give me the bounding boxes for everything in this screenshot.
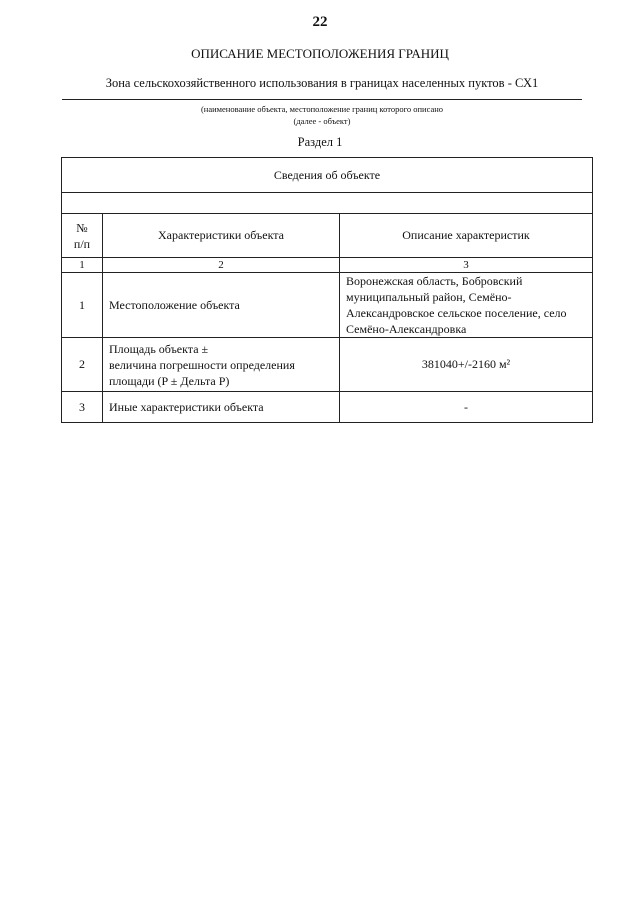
- row-2-characteristic: Площадь объекта ± величина погрешности определения площади (P ± Дельта P): [103, 338, 340, 392]
- object-name: Зона сельскохозяйственного использования в границах населенных пуктов - СХ1: [105, 76, 539, 90]
- row-2-description: 381040+/-2160 м²: [340, 338, 593, 392]
- object-name-underline: [62, 99, 582, 100]
- object-info-table: [61, 157, 593, 423]
- table-title-row: [62, 158, 593, 193]
- row-3-description: -: [340, 392, 593, 423]
- header-characteristic: Характеристики объекта: [103, 214, 340, 258]
- section-label: Раздел 1: [297, 135, 343, 149]
- header-description: Описание характеристик: [340, 214, 593, 258]
- table-row: [62, 273, 593, 338]
- header-num: [62, 214, 103, 258]
- object-caption-line-1: (наименование объекта, местоположение границ которого описано: [200, 104, 444, 114]
- object-caption: [62, 103, 582, 127]
- row-3-num: 3: [62, 392, 103, 423]
- table-empty-cell: [62, 193, 593, 214]
- row-1-description: Воронежская область, Бобровский муниципальный район, Семёно-Александровское сельское поселение, село Семёно-Александровка: [340, 273, 593, 338]
- row-1-characteristic: Местоположение объекта: [103, 273, 340, 338]
- column-number-2: 2: [103, 258, 340, 273]
- row-1-num: 1: [62, 273, 103, 338]
- row-2-num: 2: [62, 338, 103, 392]
- column-number-1: 1: [62, 258, 103, 273]
- column-number-3: 3: [340, 258, 593, 273]
- header-num-text: № п/п: [73, 220, 91, 251]
- table-title: Сведения об объекте: [62, 158, 593, 193]
- page-number: 22: [312, 14, 328, 30]
- column-number-row: [62, 258, 593, 273]
- table-row: [62, 338, 593, 392]
- table-row: [62, 392, 593, 423]
- row-3-characteristic: Иные характеристики объекта: [103, 392, 340, 423]
- object-caption-line-2: (далее - объект): [293, 116, 351, 126]
- table-empty-row: [62, 193, 593, 214]
- document-title: ОПИСАНИЕ МЕСТОПОЛОЖЕНИЯ ГРАНИЦ: [191, 46, 449, 61]
- table-header-row: [62, 214, 593, 258]
